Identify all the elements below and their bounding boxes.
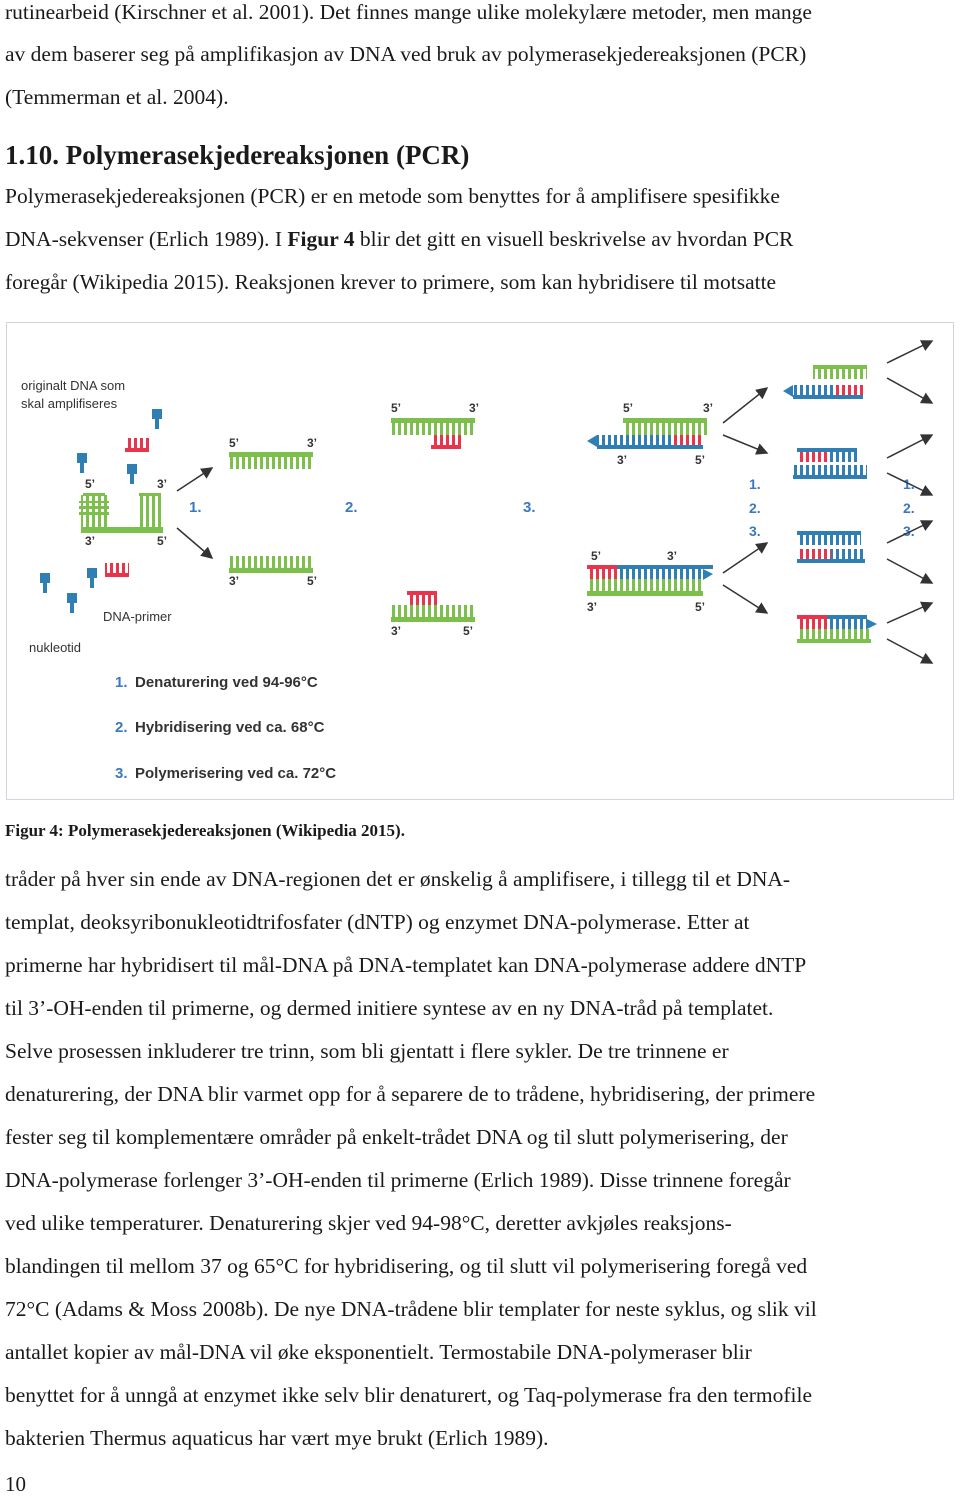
s3b-3p: 3’: [667, 549, 678, 563]
intro-line-2: av dem baserer seg på amplifikasjon av DNA ved bruk av polymerasekjedereaksjonen (PCR): [5, 42, 807, 66]
section-line-1: Polymerasekjedereaksjonen (PCR) er en metode som benyttes for å amplifisere spesifikke: [5, 184, 780, 208]
s1-5p: 5’: [229, 436, 240, 450]
cycle2-step1: 1.: [749, 476, 761, 492]
s3-3p: 3’: [703, 401, 714, 415]
legend-2-num: 2.: [115, 719, 128, 736]
legend-1-text: Denaturering ved 94-96°C: [135, 674, 318, 691]
intro-line-1: rutinearbeid (Kirschner et al. 2001). Det finnes mange ulike molekylære metoder, men mange: [5, 0, 812, 24]
orig-3prime-top: 3’: [157, 477, 168, 491]
label-original-dna-1: originalt DNA som: [21, 378, 126, 393]
cycle3-step1: 1.: [903, 476, 915, 492]
body-line-6: denaturering, der DNA blir varmet opp for å separere de to trådene, hybridisering, der primere: [5, 1082, 816, 1106]
legend-2-text: Hybridisering ved ca. 68°C: [135, 719, 325, 736]
s1b-5p: 5’: [307, 574, 318, 588]
body-line-1: tråder på hver sin ende av DNA-regionen det er ønskelig å amplifisere, i tillegg til et DNA-: [5, 867, 791, 891]
section-line-2-a: DNA-sekvenser (Erlich 1989). I: [5, 227, 288, 251]
s3-5pb: 5’: [695, 453, 706, 467]
section-line-2-c: blir det gitt en visuell beskrivelse av hvordan PCR: [354, 227, 794, 251]
body-line-2: templat, deoksyribonukleotidtrifosfater (dNTP) og enzymet DNA-polymerase. Etter at: [5, 910, 750, 934]
step-3-label: 3.: [523, 499, 536, 516]
s3c-5p: 5’: [695, 600, 706, 614]
s3-3pb: 3’: [617, 453, 628, 467]
hybridized-strands: [391, 418, 475, 622]
s2-5p: 5’: [391, 401, 402, 415]
section-line-3: foregår (Wikipedia 2015). Reaksjonen krever to primere, som kan hybridisere til motsatte: [5, 270, 777, 294]
figure-reference: Figur 4: [287, 227, 355, 251]
cycle3-step3: 3.: [903, 523, 915, 539]
s3c-3p: 3’: [587, 600, 598, 614]
body-line-14: bakterien Thermus aquaticus har vært mye brukt (Erlich 1989).: [5, 1426, 549, 1450]
label-nucleotide: nukleotid: [29, 640, 82, 655]
orig-3prime-bottom: 3’: [85, 534, 96, 548]
cycle2-step3: 3.: [749, 523, 761, 539]
pcr-diagram: [7, 323, 953, 799]
body-line-10: blandingen til mellom 37 og 65°C for hybridisering, og til slutt vil polymerisering foregå ved: [5, 1254, 808, 1278]
pcr-figure: [6, 322, 954, 800]
s2b-3p: 3’: [391, 624, 402, 638]
legend-1-num: 1.: [115, 674, 128, 691]
polymerized-strands: [587, 418, 713, 596]
step-2-label: 2.: [345, 499, 358, 516]
label-original-dna-2: skal amplifiseres: [21, 396, 118, 411]
original-dna: [79, 493, 163, 533]
body-line-3: primerne har hybridisert til mål-DNA på DNA-templatet kan DNA-polymerase addere dNTP: [5, 953, 807, 977]
body-line-9: ved ulike temperaturer. Denaturering skjer ved 94-98°C, deretter avkjøles reaksjons-: [5, 1211, 732, 1235]
cycle2-step2: 2.: [749, 500, 761, 516]
intro-line-3: (Temmerman et al. 2004).: [5, 85, 229, 109]
body-line-8: DNA-polymerase forlenger 3’-OH-enden til primerne (Erlich 1989). Disse trinnene foregår: [5, 1168, 791, 1192]
amplified-products: [783, 365, 877, 643]
cycle3-step2: 2.: [903, 500, 915, 516]
s3-5p: 5’: [623, 401, 634, 415]
body-line-12: antallet kopier av mål-DNA vil øke eksponentielt. Termostabile DNA-polymeraser blir: [5, 1340, 752, 1364]
orig-5prime-bottom: 5’: [157, 534, 168, 548]
legend-3-num: 3.: [115, 765, 128, 782]
s3b-5p: 5’: [591, 549, 602, 563]
page-number: 10: [5, 1472, 26, 1496]
body-line-5: Selve prosessen inkluderer tre trinn, som bli gjentatt i flere sykler. De tre trinnene er: [5, 1039, 729, 1063]
s2b-5p: 5’: [463, 624, 474, 638]
section-line-2: [5, 227, 793, 252]
body-line-4: til 3’-OH-enden til primerne, og dermed initiere syntese av en ny DNA-tråd på templatet.: [5, 996, 774, 1020]
s1b-3p: 3’: [229, 574, 240, 588]
orig-5prime-top: 5’: [85, 477, 96, 491]
s1-3p: 3’: [307, 436, 318, 450]
s2-3p: 3’: [469, 401, 480, 415]
body-line-7: fester seg til komplementære områder på enkelt-trådet DNA og til slutt polymerisering, der: [5, 1125, 788, 1149]
legend-3-text: Polymerisering ved ca. 72°C: [135, 765, 337, 782]
body-line-11: 72°C (Adams & Moss 2008b). De nye DNA-trådene blir templater for neste syklus, og slik vil: [5, 1297, 817, 1321]
body-line-13: benyttet for å unngå at enzymet ikke selv blir denaturert, og Taq-polymerase fra den termofile: [5, 1383, 813, 1407]
figure-caption: Figur 4: Polymerasekjedereaksjonen (Wikipedia 2015).: [5, 821, 405, 840]
section-heading: 1.10. Polymerasekjedereaksjonen (PCR): [5, 140, 470, 170]
denatured-strands: [229, 452, 313, 573]
label-dna-primer: DNA-primer: [103, 609, 172, 624]
step-1-label: 1.: [189, 499, 202, 516]
